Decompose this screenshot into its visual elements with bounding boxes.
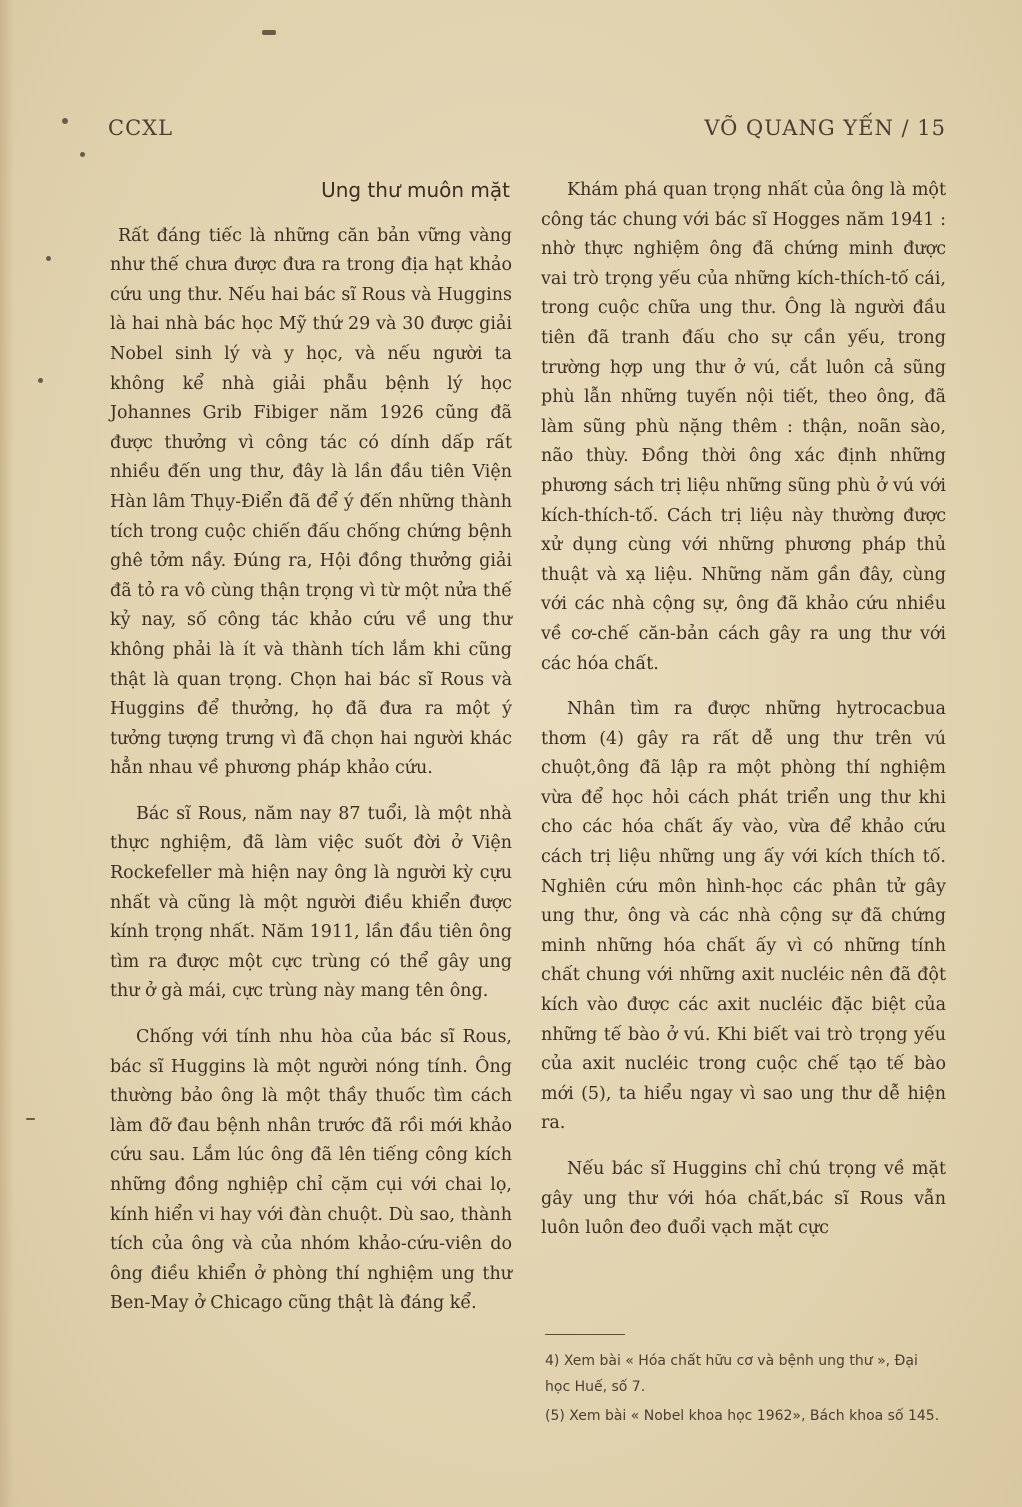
footnote: (5) Xem bài « Nobel khoa học 1962», Bách khoa số 145. [545,1408,940,1424]
paragraph: Chống với tính nhu hòa của bác sĩ Rous, bác sĩ Huggins là một người nóng tính. Ông thường bảo ông là một thầy thuốc tìm cách làm đỡ đau bệnh nhân trước đã rồi mới khảo cứu sau. Lắm lúc ông đã lên tiếng công kích những đồng nghiệp chỉ cặm cụi với chai lọ, kính hiển vi hay với đàn chuột. Dù sao, thành tích của ông và của nhóm khảo-cứu-viên do ông điều khiển ở phòng thí nghiệm ung thư Ben-May ở Chicago cũng thật là đáng kể. [110,1027,512,1314]
paragraph: Nhân tìm ra được những hytrocacbua thơm (4) gây ra rất dễ ung thư trên vú chuột,ông đã lập ra một phòng thí nghiệm vừa để học hỏi cách phát triển ung thư khi cho các hóa chất ấy vào, vừa để khảo cứu cách trị liệu những ung ấy với kích thích tố. Nghiên cứu môn hình-học các phân tử gây ung thư, ông và các nhà cộng sự đã chứng minh những hóa chất ấy vì có những tính chất chung với những axit nucléic nên đã đột kích vào được các axit nucléic đặc biệt của những tế bào ở vú. Khi biết vai trò trọng yếu của axit nucléic trong cuộc chế tạo tế bào mới (5), ta hiểu ngay vì sao ung thư dễ hiện ra. [541,699,946,1134]
section-title: Ung thư muôn mặt [321,178,510,202]
paragraph: Rất đáng tiếc là những căn bản vững vàng như thế chưa được đưa ra trong địa hạt khảo cứu ung thư. Nếu hai bác sĩ Rous và Huggins là hai nhà bác học Mỹ thứ 29 và 30 được giải Nobel sinh lý và y học, và nếu người ta không kể nhà giải phẫu bệnh lý học Johannes Grib Fibiger năm 1926 cũng đã được thưởng vì công tác có dính dấp rất nhiều đến ung thư, đây là lần đầu tiên Viện Hàn lâm Thụy-Điển đã để ý đến những thành tích trong cuộc chiến đấu chống chứng bệnh ghê tởm nầy. Đúng ra, Hội đồng thưởng giải đã tỏ ra vô cùng thận trọng vì từ một nửa thế kỷ nay, số công tác khảo cứu về ung thư không phải là ít và thành tích lắm khi cũng thật là quan trọng. Chọn hai bác sĩ Rous và Huggins để thưởng, họ đã đưa ra một ý tưởng tượng trưng vì đã chọn hai người khác hẳn nhau về phương pháp khảo cứu. [110,225,512,779]
footnote-rule [545,1334,625,1335]
page-section-label: CCXL [108,116,174,140]
footnotes [545,1348,947,1432]
page-edge-shadow [0,0,14,1507]
author-page-number: VÕ QUANG YẾN / 15 [704,116,946,140]
paragraph: Khám phá quan trọng nhất của ông là một công tác chung với bác sĩ Hogges năm 1941 : nhờ thực nghiệm ông đã chứng minh được vai trò trọng yếu của những kích-thích-tố cái, trong cuộc chữa ung thư. Ông là người đầu tiên đã tranh đấu cho sự cần yếu, trong trường hợp ung thư ở vú, cắt luôn cả sũng phù lẫn những tuyến nội tiết, theo ông, đã làm sũng phù nặng thêm : thận, noãn sào, não thùy. Đồng thời ông xác định những phương sách trị liệu những sũng phù ở vú với kích-thích-tố. Cách trị liệu này thường được xử dụng cùng với những phương pháp thủ thuật và xạ liệu. Những năm gần đây, cùng với các nhà cộng sự, ông đã khảo cứu nhiều về cơ-chế căn-bản cách gây ra ung thư với các hóa chất. [541,180,946,674]
footnote: 4) Xem bài « Hóa chất hữu cơ và bệnh ung thư », Đại học Huế, số 7. [545,1353,918,1395]
paragraph: Bác sĩ Rous, năm nay 87 tuổi, là một nhà thực nghiệm, đã làm việc suốt đời ở Viện Rockefeller mà hiện nay ông là người kỳ cựu nhất và cũng là một người điều khiển được kính trọng nhất. Năm 1911, lần đầu tiên ông tìm ra được một cực trùng có thể gây ung thư ở gà mái, cực trùng này mang tên ông. [110,803,512,1002]
paragraph: Nếu bác sĩ Huggins chỉ chú trọng về mặt gây ung thư với hóa chất,bác sĩ Rous vẫn luôn luôn đeo đuổi vạch mặt cực [541,1159,946,1239]
right-column [541,176,946,1260]
running-header [108,116,946,146]
left-column [110,176,512,1335]
